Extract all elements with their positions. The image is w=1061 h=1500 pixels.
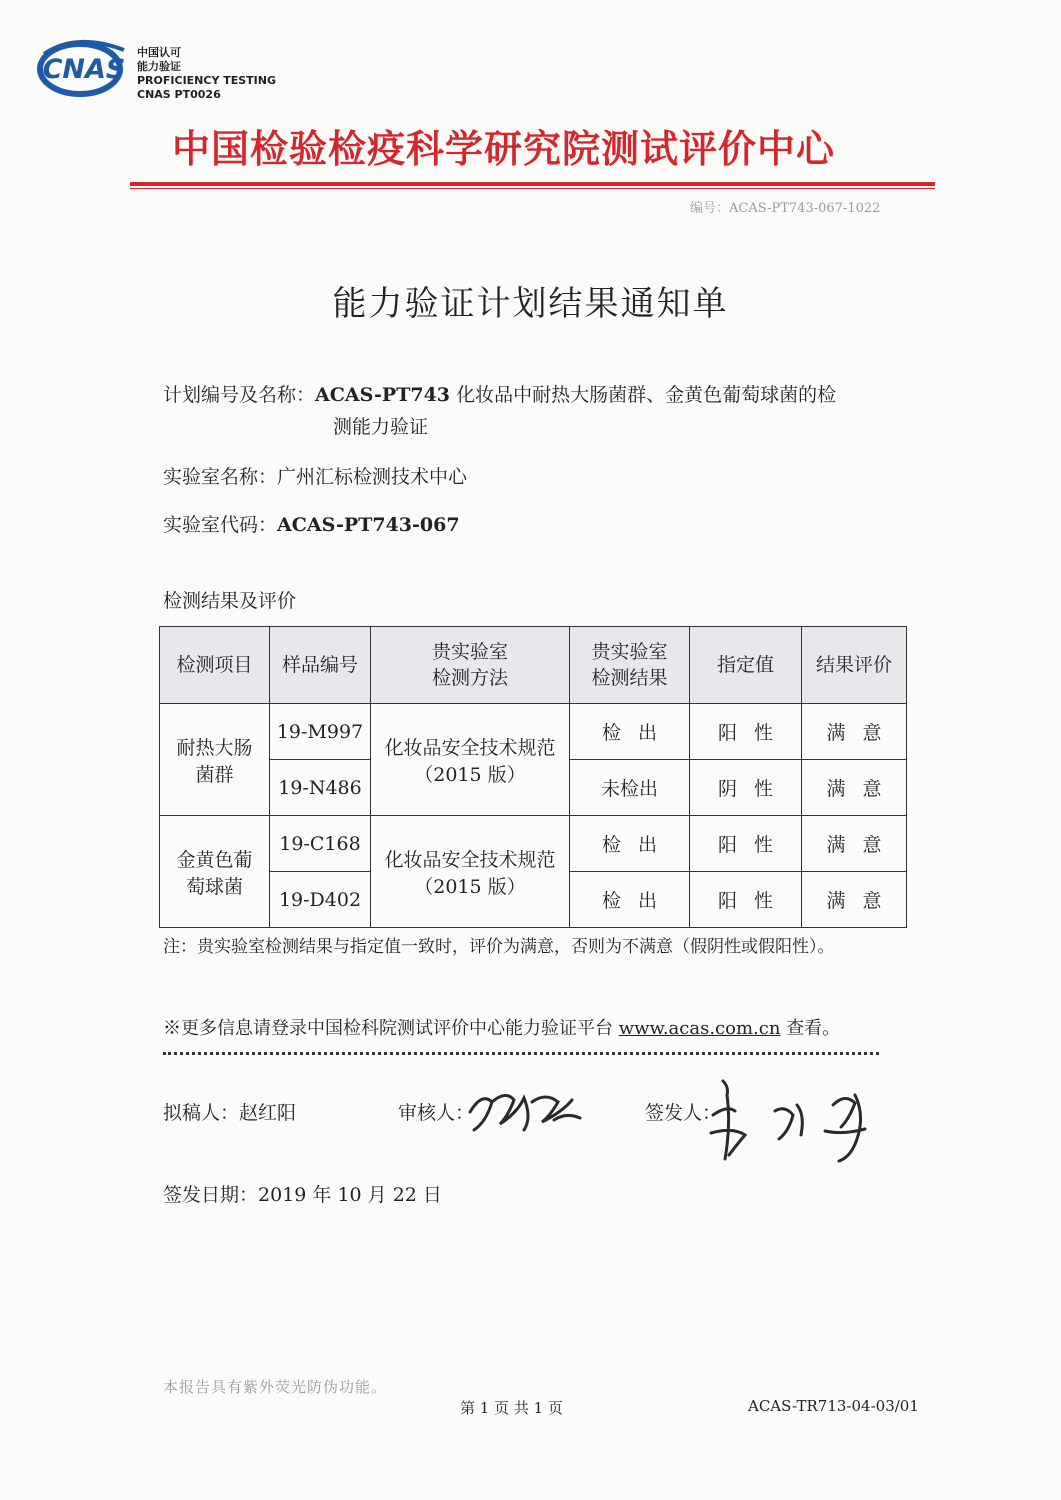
- logo-caption: [137, 46, 276, 102]
- assigned-cell: 阳性: [690, 704, 802, 760]
- reviewer-signature: [462, 1072, 592, 1142]
- logo-line-1: 中国认可: [137, 46, 181, 59]
- sample-cell: 19-M997: [270, 704, 371, 760]
- table-row: [160, 704, 907, 760]
- lab-name-field: [163, 462, 467, 489]
- more-info-prefix: ※更多信息请登录中国检科院测试评价中心能力验证平台: [163, 1018, 619, 1039]
- issue-date-label: 签发日期：: [163, 1184, 259, 1206]
- sample-cell: 19-N486: [270, 760, 371, 816]
- logo-line-4: CNAS PT0026: [137, 88, 221, 101]
- plan-field: [163, 380, 836, 407]
- drafter-label: 拟稿人：: [163, 1102, 240, 1124]
- result-cell: 检出: [570, 872, 690, 928]
- issue-date: [163, 1180, 442, 1207]
- result-cell: 检出: [570, 704, 690, 760]
- assigned-cell: 阳性: [690, 872, 802, 928]
- document-number: 编号：ACAS-PT743-067-1022: [690, 201, 881, 216]
- logo-line-3: PROFICIENCY TESTING: [137, 74, 277, 87]
- method-cell: 化妆品安全技术规范 （2015 版）: [371, 816, 570, 928]
- result-cell: 未检出: [570, 760, 690, 816]
- drafter-name: 赵红阳: [239, 1102, 297, 1124]
- more-info-suffix: 查看。: [780, 1018, 841, 1039]
- issuer-signature: [705, 1075, 895, 1170]
- lab-name-label: 实验室名称：: [163, 466, 278, 488]
- document-title: 能力验证计划结果通知单: [332, 284, 729, 324]
- dotted-divider: [163, 1052, 879, 1055]
- plan-label: 计划编号及名称：: [163, 384, 316, 406]
- header-rule: [130, 182, 935, 186]
- page-number: 第 1 页 共 1 页: [460, 1399, 563, 1417]
- plan-code: ACAS-PT743: [315, 384, 451, 406]
- results-table: [159, 626, 907, 928]
- item-cell: 金黄色葡 萄球菌: [160, 816, 270, 928]
- website-link[interactable]: www.acas.com.cn: [618, 1018, 781, 1039]
- header-assigned: 指定值: [690, 627, 802, 704]
- plan-name-line-1: 化妆品中耐热大肠菌群、金黄色葡萄球菌的检: [456, 384, 837, 406]
- drafter: [163, 1098, 296, 1125]
- result-cell: 检出: [570, 816, 690, 872]
- item-cell: 耐热大肠 菌群: [160, 704, 270, 816]
- issuer-label: 签发人：: [645, 1102, 722, 1124]
- anti-counterfeit-note: 本报告具有紫外荧光防伪功能。: [163, 1378, 388, 1396]
- form-code: ACAS-TR713-04-03/01: [748, 1397, 919, 1415]
- logo-line-2: 能力验证: [137, 60, 181, 73]
- table-row: [160, 816, 907, 872]
- method-cell: 化妆品安全技术规范 （2015 版）: [371, 704, 570, 816]
- header-result: 贵实验室 检测结果: [570, 627, 690, 704]
- cnas-logo: [36, 36, 136, 98]
- assigned-cell: 阳性: [690, 816, 802, 872]
- header-sample: 样品编号: [270, 627, 371, 704]
- lab-code: ACAS-PT743-067: [277, 514, 460, 536]
- logo-wordmark: CNAS: [42, 54, 126, 85]
- organization-name: 中国检验检疫科学研究院测试评价中心: [172, 127, 836, 171]
- evaluation-cell: 满意: [802, 816, 907, 872]
- header-item: 检测项目: [160, 627, 270, 704]
- lab-code-label: 实验室代码：: [163, 514, 278, 536]
- evaluation-cell: 满意: [802, 872, 907, 928]
- header-evaluation: 结果评价: [802, 627, 907, 704]
- plan-name-line-2: 测能力验证: [333, 416, 429, 438]
- table-header-row: [160, 627, 907, 704]
- table-note: 注：贵实验室检测结果与指定值一致时，评价为满意，否则为不满意（假阴性或假阳性）。: [163, 937, 835, 957]
- evaluation-cell: 满意: [802, 704, 907, 760]
- lab-code-field: [163, 510, 460, 537]
- evaluation-cell: 满意: [802, 760, 907, 816]
- sample-cell: 19-D402: [270, 872, 371, 928]
- header-method: 贵实验室 检测方法: [371, 627, 570, 704]
- more-info: [163, 1014, 840, 1040]
- lab-name: 广州汇标检测技术中心: [277, 466, 468, 488]
- issue-date-value: 2019 年 10 月 22 日: [258, 1184, 442, 1206]
- section-title: 检测结果及评价: [163, 590, 297, 612]
- header-rule-thin: [130, 188, 935, 189]
- reviewer-label: 审核人：: [398, 1102, 475, 1124]
- sample-cell: 19-C168: [270, 816, 371, 872]
- assigned-cell: 阴性: [690, 760, 802, 816]
